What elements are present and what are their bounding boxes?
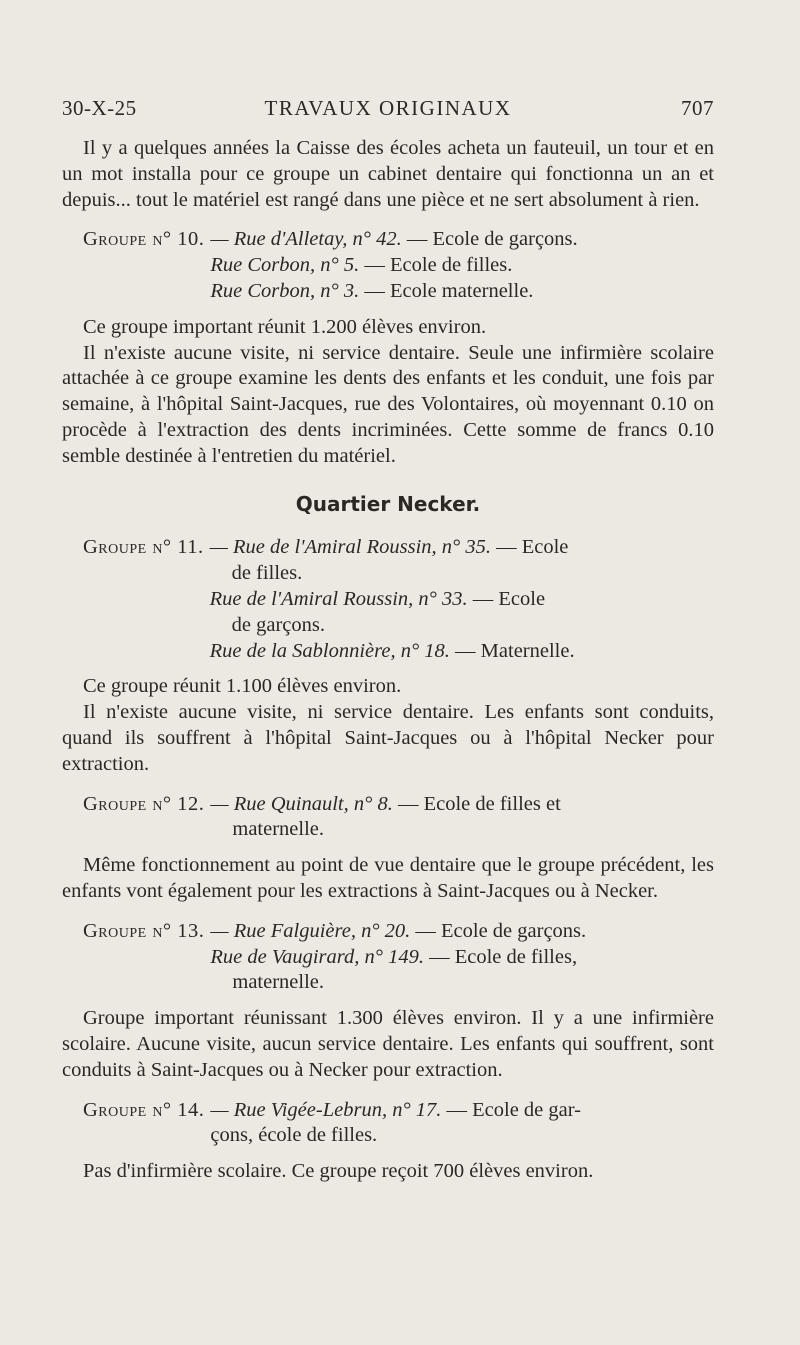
group-10-label: Groupe n° 10. xyxy=(83,228,205,251)
group-12-label: Groupe n° 12. xyxy=(83,792,205,815)
group-12 xyxy=(62,792,714,844)
group-13-street-1: — Rue Falguière, n° 20. xyxy=(210,919,411,942)
paragraph-4: Ce groupe réunit 1.100 élèves environ. xyxy=(83,675,402,698)
group-13 xyxy=(62,919,714,996)
group-10-street-1: — Rue d'Alletay, n° 42. xyxy=(210,228,402,251)
page-number: 707 xyxy=(681,96,714,120)
group-11-street-1: — Rue de l'Amiral Roussin, n° 35. xyxy=(209,536,491,559)
group-14-school-1-cont: çons, école de filles. xyxy=(210,1124,378,1147)
group-10-street-2: Rue Corbon, n° 5. xyxy=(210,254,360,277)
group-10 xyxy=(62,227,714,304)
group-10-school-3: — Ecole maternelle. xyxy=(364,279,534,302)
group-11-street-3: Rue de la Sablonnière, n° 18. xyxy=(209,639,450,662)
group-10-school-2: — Ecole de filles. xyxy=(364,254,513,277)
group-12-school-1: — Ecole de filles et xyxy=(397,792,561,815)
group-12-school-1-cont: maternelle. xyxy=(232,818,325,841)
header-date: 30-X-25 xyxy=(62,96,137,120)
section-title: Quartier Necker. xyxy=(295,491,481,516)
paragraph-6: Même fonctionnement au point de vue dentaire que le groupe précédent, les enfants vont également pour les extractions à Saint-Jacques ou à Necker. xyxy=(62,854,714,902)
group-14-school-1: — Ecole de gar- xyxy=(446,1098,581,1121)
paragraph-5: Il n'existe aucune visite, ni service dentaire. Les enfants sont conduits, quand ils souffrent à l'hôpital Saint-Jacques ou à l'hôpital Necker pour extraction. xyxy=(62,701,714,775)
group-13-school-2-cont: maternelle. xyxy=(232,971,325,994)
group-13-school-2: — Ecole de filles, xyxy=(429,945,578,968)
paragraph-1: Il y a quelques années la Caisse des écoles acheta un fauteuil, un tour et en un mot installa pour ce groupe un cabinet dentaire qui fonctionna un an et depuis... tout le matériel est rangé dans une pièce et ne sert absolument à rien. xyxy=(62,137,714,211)
group-14-label: Groupe n° 14. xyxy=(83,1098,205,1121)
group-13-street-2: Rue de Vaugirard, n° 149. xyxy=(210,945,424,968)
group-11-school-2: — Ecole xyxy=(472,587,546,610)
group-11-label: Groupe n° 11. xyxy=(83,536,204,559)
paragraph-3: Il n'existe aucune visite, ni service dentaire. Seule une infirmière scolaire attachée à ce groupe examine les dents des enfants et les conduit, une fois par semaine, à l'hôpital Saint-Jacques, rue des Volontaires, où moyennant 0.10 on procède à l'extraction des dents incriminées. Cette somme de francs 0.10 semble destinée à l'entretien du matériel. xyxy=(62,341,714,467)
group-11-school-1-cont: de filles. xyxy=(231,562,303,585)
group-11-school-2-cont: de garçons. xyxy=(231,613,325,636)
group-11-street-2: Rue de l'Amiral Roussin, n° 33. xyxy=(209,587,468,610)
page-body xyxy=(62,136,714,1185)
group-14-street-1: — Rue Vigée-Lebrun, n° 17. xyxy=(210,1098,442,1121)
group-11-school-1: — Ecole xyxy=(496,536,569,559)
group-13-label: Groupe n° 13. xyxy=(83,919,205,942)
paragraph-2: Ce groupe important réunit 1.200 élèves environ. xyxy=(83,315,487,338)
group-11 xyxy=(62,535,714,664)
header-title: TRAVAUX ORIGINAUX xyxy=(264,96,512,120)
group-10-street-3: Rue Corbon, n° 3. xyxy=(210,279,360,302)
paragraph-8: Pas d'infirmière scolaire. Ce groupe reçoit 700 élèves environ. xyxy=(83,1160,594,1183)
group-13-school-1: — Ecole de garçons. xyxy=(415,919,587,942)
group-14 xyxy=(62,1098,714,1150)
running-header xyxy=(62,96,714,128)
group-10-school-1: — Ecole de garçons. xyxy=(406,228,578,251)
paragraph-7: Groupe important réunissant 1.300 élèves environ. Il y a une infirmière scolaire. Aucune visite, aucun service dentaire. Les enfants qui souffrent, sont conduits à Saint-Jacques ou à Necker pour extraction. xyxy=(62,1007,714,1081)
group-11-school-3: — Maternelle. xyxy=(455,639,575,662)
group-12-street-1: — Rue Quinault, n° 8. xyxy=(210,792,393,815)
